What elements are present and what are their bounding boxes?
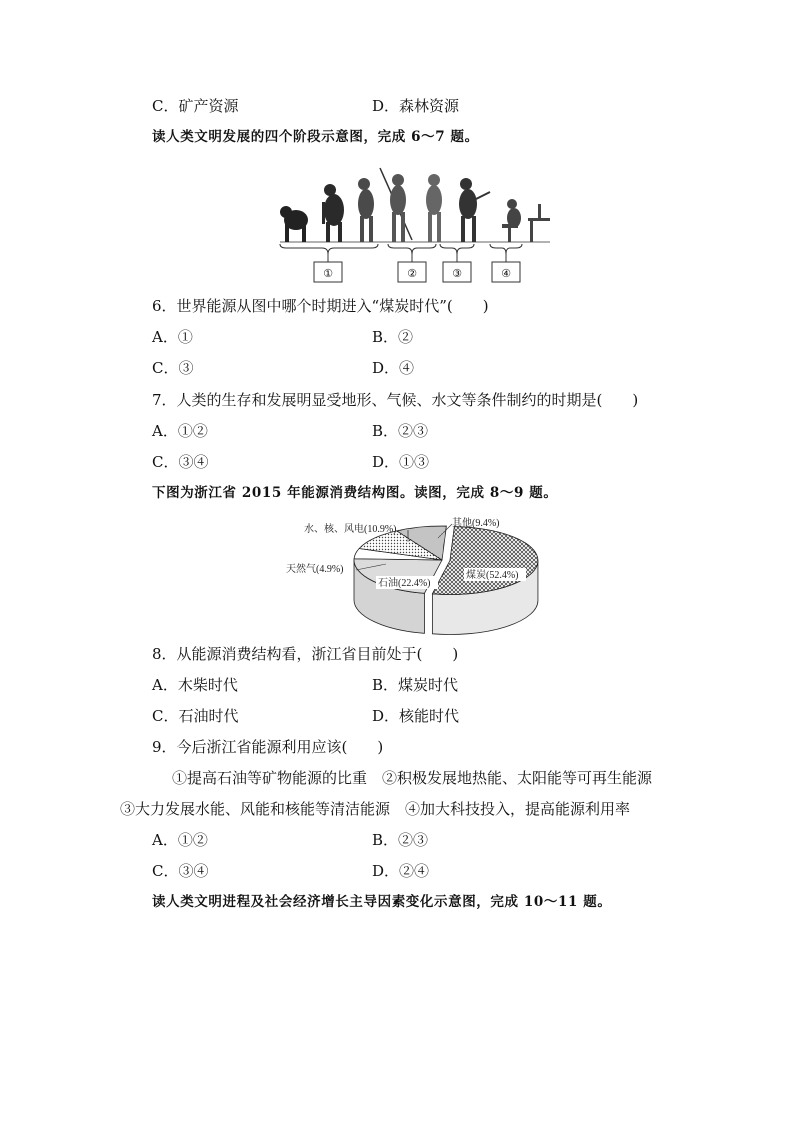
computer-user-silhouette [502, 199, 550, 242]
stage-label-3: ③ [452, 267, 462, 280]
intro-questions-6-7: 读人类文明发展的四个阶段示意图，完成 6～7 题。 [152, 129, 479, 145]
worker-silhouette [459, 178, 490, 242]
pie-label-1: 石油(22.4%) [378, 578, 431, 589]
hunter-silhouette [380, 168, 412, 242]
q8-option-b: B．煤炭时代 [372, 676, 459, 694]
pie-label-4: 其他(9.4%) [452, 518, 500, 529]
early-hominid-silhouette [358, 178, 374, 242]
q9-stem: 9．今后浙江省能源利用应该( ) [152, 738, 384, 756]
q6-stem: 6．世界能源从图中哪个时期进入“煤炭时代”( ) [152, 297, 489, 315]
q8-option-a: A．木柴时代 [152, 676, 238, 694]
intro-questions-10-11: 读人类文明进程及社会经济增长主导因素变化示意图，完成 10～11 题。 [152, 894, 612, 910]
energy-consumption-pie-chart [282, 512, 550, 636]
q9-option-d: D．②④ [372, 862, 430, 880]
q7-option-a: A．①② [152, 422, 208, 440]
q8-stem: 8．从能源消费结构看，浙江省目前处于( ) [152, 645, 459, 663]
q9-option-a: A．①② [152, 831, 208, 849]
q7-option-b: B．②③ [372, 422, 429, 440]
q9-option-c: C．③④ [152, 862, 209, 880]
human-evolution-figure [276, 160, 556, 288]
q7-option-c: C．③④ [152, 453, 209, 471]
pie-label-0: 煤炭(52.4%) [466, 570, 519, 581]
q9-option-b: B．②③ [372, 831, 429, 849]
intro-questions-8-9: 下图为浙江省 2015 年能源消费结构图。读图，完成 8～9 题。 [152, 485, 558, 501]
q6-option-a: A．① [152, 328, 193, 346]
q6-option-d: D．④ [372, 359, 415, 377]
q6-option-c: C．③ [152, 359, 194, 377]
stage-label-4: ④ [501, 267, 511, 280]
q8-option-d: D．核能时代 [372, 707, 460, 725]
q5-option-c: C．矿产资源 [152, 97, 239, 115]
ape-silhouette [280, 206, 308, 242]
q9-items-line2: ③大力发展水能、风能和核能等清洁能源 ④加大科技投入，提高能源利用率 [120, 800, 631, 818]
pie-label-3: 水、核、风电(10.9%) [304, 524, 397, 535]
pie-label-2: 天然气(4.9%) [286, 564, 344, 575]
q7-option-d: D．①③ [372, 453, 430, 471]
early-human-silhouette [426, 174, 442, 242]
q7-stem: 7．人类的生存和发展明显受地形、气候、水文等条件制约的时期是( ) [152, 391, 639, 409]
q6-option-b: B．② [372, 328, 414, 346]
hunched-ape-silhouette [322, 184, 344, 242]
stage-label-1: ① [323, 267, 333, 280]
q5-option-d: D．森林资源 [372, 97, 460, 115]
q9-items-line1: ①提高石油等矿物能源的比重 ②积极发展地热能、太阳能等可再生能源 [172, 769, 653, 787]
stage-label-2: ② [407, 267, 417, 280]
stage-braces [280, 244, 522, 262]
q8-option-c: C．石油时代 [152, 707, 239, 725]
